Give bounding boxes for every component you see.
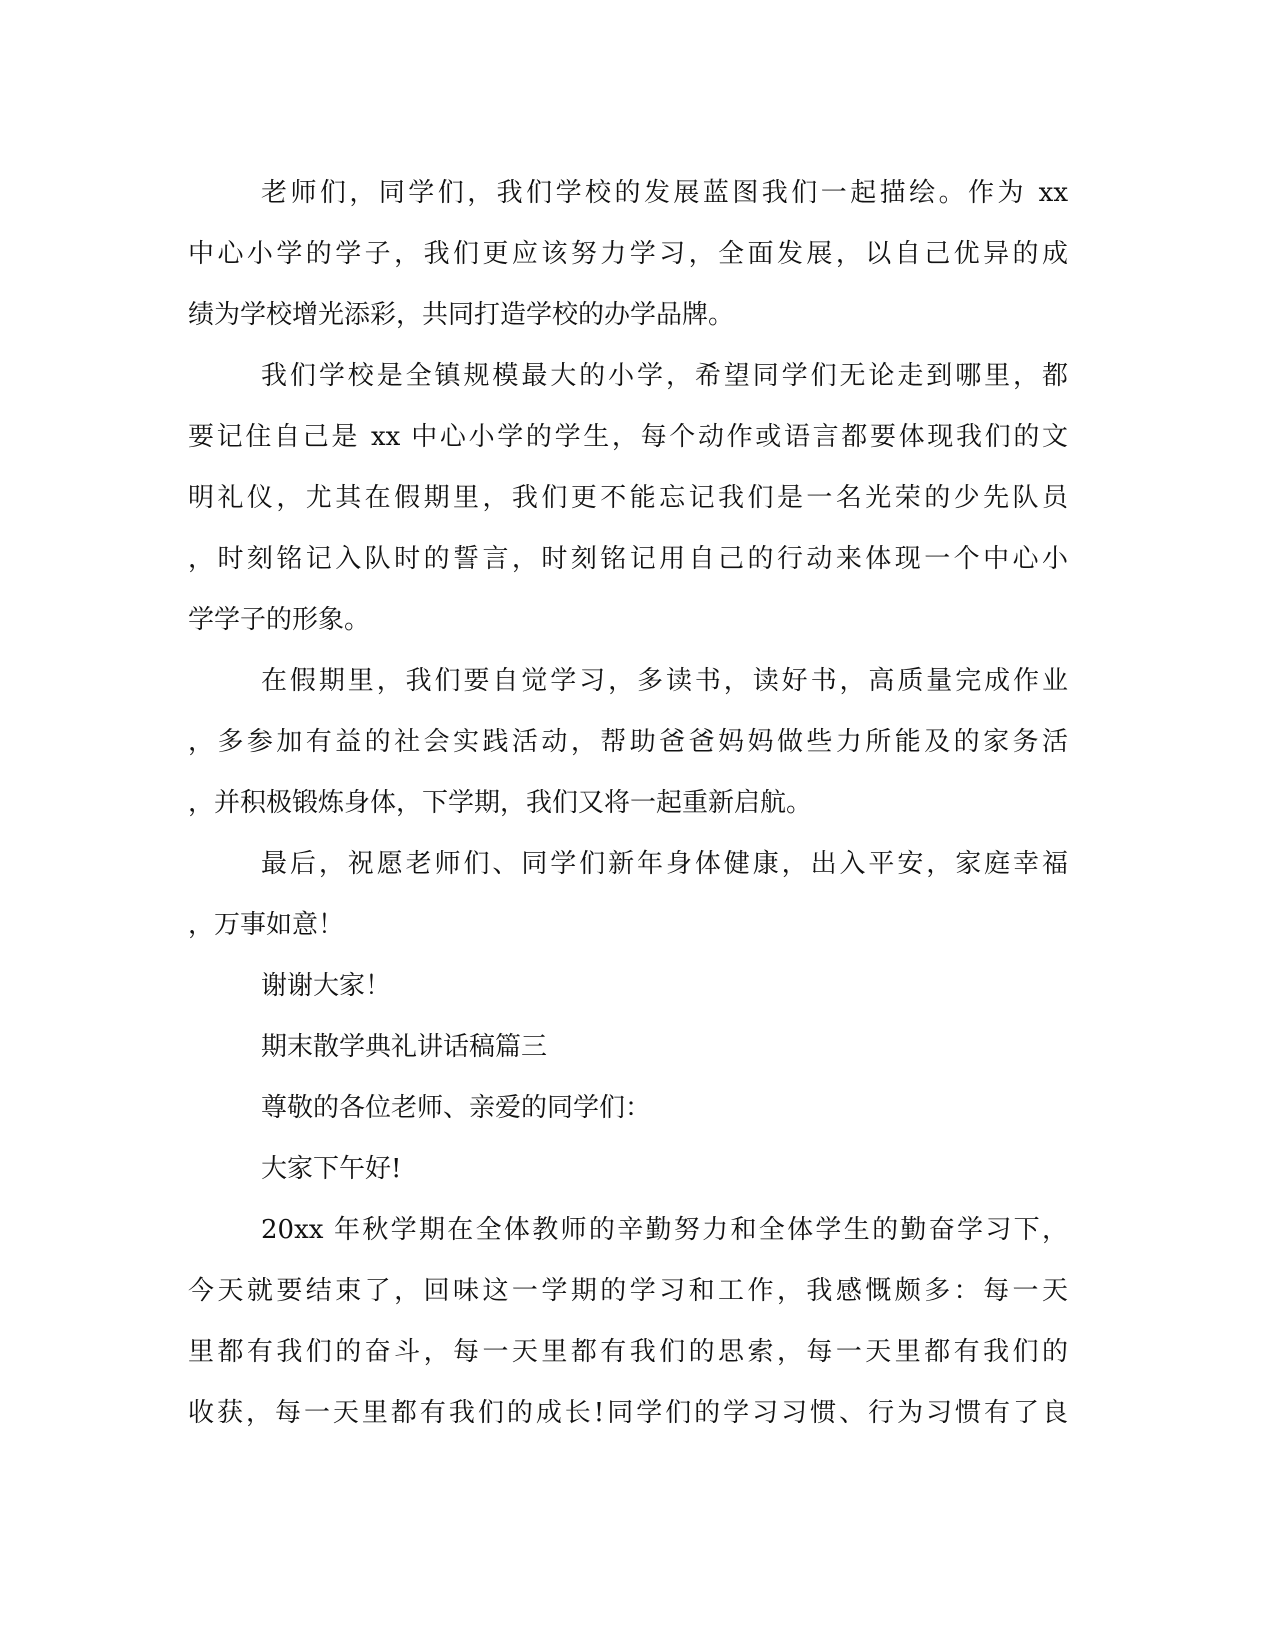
salutation: 尊敬的各位老师、亲爱的同学们： xyxy=(261,1093,652,1123)
greeting: 大家下午好! xyxy=(261,1154,402,1184)
paragraph-line: ，多参加有益的社会实践活动，帮助爸爸妈妈做些力所能及的家务活 xyxy=(188,727,1068,757)
paragraph-line: 收获，每一天里都有我们的成长!同学们的学习习惯、行为习惯有了良 xyxy=(188,1398,1068,1428)
section-heading: 期末散学典礼讲话稿篇三 xyxy=(261,1032,548,1062)
closing-thanks: 谢谢大家！ xyxy=(261,971,392,1001)
paragraph-line: 学学子的形象。 xyxy=(188,605,371,635)
paragraph-line: 老师们，同学们，我们学校的发展蓝图我们一起描绘。作为 xx xyxy=(261,178,1068,208)
paragraph-line: 里都有我们的奋斗，每一天里都有我们的思索，每一天里都有我们的 xyxy=(188,1337,1068,1367)
paragraph-line: 在假期里，我们要自觉学习，多读书，读好书，高质量完成作业 xyxy=(261,666,1068,696)
document-body xyxy=(188,163,1068,1444)
paragraph-line: 我们学校是全镇规模最大的小学，希望同学们无论走到哪里，都 xyxy=(261,361,1068,391)
paragraph-line: 要记住自己是 xx 中心小学的学生，每个动作或语言都要体现我们的文 xyxy=(188,422,1068,452)
paragraph-line: 20xx 年秋学期在全体教师的辛勤努力和全体学生的勤奋学习下， xyxy=(261,1215,1068,1245)
paragraph-line: ，万事如意！ xyxy=(188,910,345,940)
paragraph-line: 绩为学校增光添彩，共同打造学校的办学品牌。 xyxy=(188,300,735,330)
paragraph-line: 今天就要结束了，回味这一学期的学习和工作，我感慨颇多：每一天 xyxy=(188,1276,1068,1306)
paragraph-line: 明礼仪，尤其在假期里，我们更不能忘记我们是一名光荣的少先队员 xyxy=(188,483,1068,513)
paragraph-line: ，时刻铭记入队时的誓言，时刻铭记用自己的行动来体现一个中心小 xyxy=(188,544,1068,574)
paragraph-line: 中心小学的学子，我们更应该努力学习，全面发展，以自己优异的成 xyxy=(188,239,1068,269)
paragraph-line: ，并积极锻炼身体，下学期，我们又将一起重新启航。 xyxy=(188,788,813,818)
paragraph-line: 最后，祝愿老师们、同学们新年身体健康，出入平安，家庭幸福 xyxy=(261,849,1068,879)
